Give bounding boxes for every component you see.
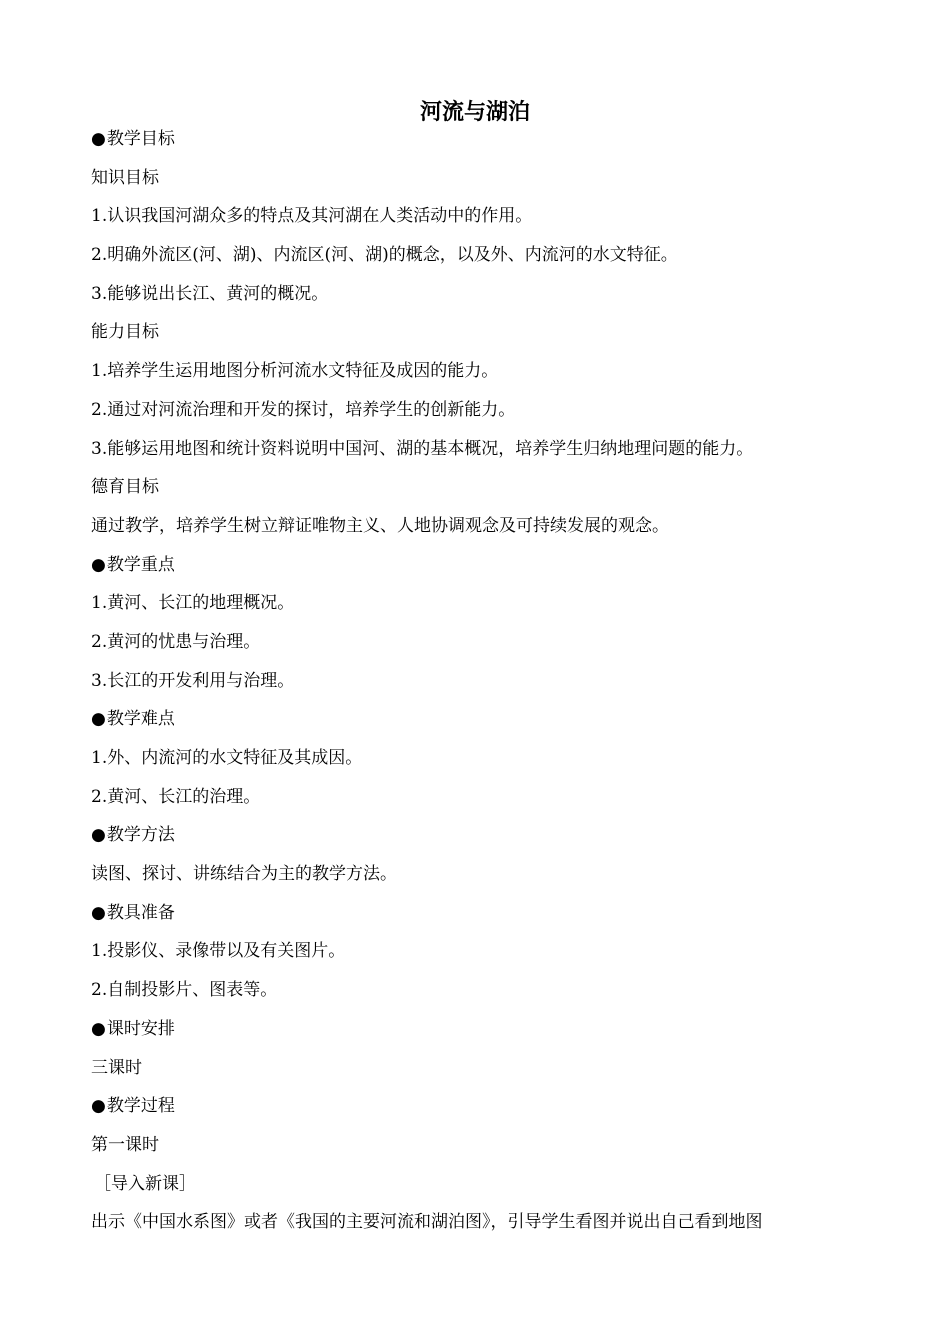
bracket-label: ［导入新课］ bbox=[94, 1173, 196, 1194]
paragraph-line: 1.培养学生运用地图分析河流水文特征及成因的能力。 bbox=[91, 361, 499, 382]
subsection-label: 知识目标 bbox=[91, 167, 159, 188]
section-heading: ● 教学过程 bbox=[91, 1092, 891, 1131]
paragraph-line: 三课时 bbox=[91, 1057, 142, 1078]
section-heading: ● 教学目标 bbox=[91, 125, 891, 164]
section-heading: ● 教学难点 bbox=[91, 705, 891, 744]
section-heading: ● 教学方法 bbox=[91, 821, 891, 860]
subsection-label: 能力目标 bbox=[91, 322, 159, 343]
paragraph-line: 2.黄河的忧患与治理。 bbox=[91, 631, 261, 652]
section-heading: ● 教具准备 bbox=[91, 899, 891, 938]
paragraph-line: 2.明确外流区(河、湖)、内流区(河、湖)的概念，以及外、内流河的水文特征。 bbox=[91, 245, 678, 266]
paragraph-line: 3.能够说出长江、黄河的概况。 bbox=[91, 283, 329, 304]
document-body bbox=[91, 125, 891, 1247]
paragraph-line: 出示《中国水系图》或者《我国的主要河流和湖泊图》，引导学生看图并说出自己看到地图 bbox=[91, 1212, 763, 1233]
paragraph-line: 1.黄河、长江的地理概况。 bbox=[91, 593, 295, 614]
paragraph-line: 1.投影仪、录像带以及有关图片。 bbox=[91, 941, 346, 962]
section-heading: ● 课时安排 bbox=[91, 1015, 891, 1054]
paragraph-line: 2.黄河、长江的治理。 bbox=[91, 786, 261, 807]
paragraph-line: 3.长江的开发利用与治理。 bbox=[91, 670, 295, 691]
paragraph-line: 通过教学，培养学生树立辩证唯物主义、人地协调观念及可持续发展的观念。 bbox=[91, 515, 669, 536]
subsection-label: 德育目标 bbox=[91, 477, 159, 498]
paragraph-line: 3.能够运用地图和统计资料说明中国河、湖的基本概况，培养学生归纳地理问题的能力。 bbox=[91, 438, 754, 459]
subsection-label: 第一课时 bbox=[91, 1134, 159, 1155]
paragraph-line: 2.自制投影片、图表等。 bbox=[91, 980, 278, 1001]
paragraph-line: 2.通过对河流治理和开发的探讨，培养学生的创新能力。 bbox=[91, 399, 516, 420]
paragraph-line: 读图、探讨、讲练结合为主的教学方法。 bbox=[91, 864, 397, 885]
section-heading: ● 教学重点 bbox=[91, 551, 891, 590]
paragraph-line: 1.外、内流河的水文特征及其成因。 bbox=[91, 748, 363, 768]
paragraph-line: 1.认识我国河湖众多的特点及其河湖在人类活动中的作用。 bbox=[91, 206, 533, 227]
document-title: 河流与湖泊 bbox=[419, 100, 530, 125]
